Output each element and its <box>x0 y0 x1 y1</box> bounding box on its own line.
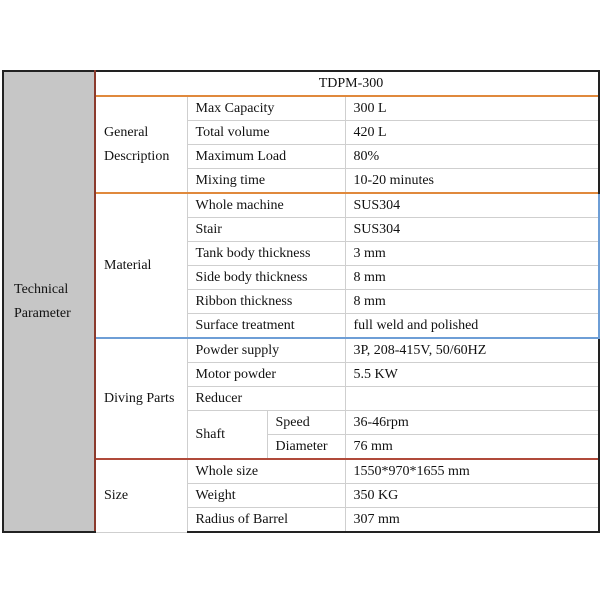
row-value: SUS304 <box>345 193 599 218</box>
row-value: 3 mm <box>345 242 599 266</box>
row-value: 3P, 208-415V, 50/60HZ <box>345 338 599 363</box>
row-value: 80% <box>345 145 599 169</box>
row-label: Ribbon thickness <box>187 290 345 314</box>
row-value: 350 KG <box>345 484 599 508</box>
group-general-description: General Description <box>95 96 187 193</box>
row-value: 10-20 minutes <box>345 169 599 194</box>
row-value: 36-46rpm <box>345 411 599 435</box>
shaft-label: Shaft <box>187 411 267 460</box>
row-value: 76 mm <box>345 435 599 460</box>
row-label: Powder supply <box>187 338 345 363</box>
row-value: 307 mm <box>345 508 599 533</box>
row-label: Reducer <box>187 387 345 411</box>
technical-parameter-label: Technical Parameter <box>3 71 95 532</box>
row-label: Tank body thickness <box>187 242 345 266</box>
row-value: SUS304 <box>345 218 599 242</box>
row-label: Whole size <box>187 459 345 484</box>
row-value: 1550*970*1655 mm <box>345 459 599 484</box>
group-material: Material <box>95 193 187 338</box>
row-label: Mixing time <box>187 169 345 194</box>
shaft-sub-label: Speed <box>267 411 345 435</box>
shaft-sub-label: Diameter <box>267 435 345 460</box>
row-value: full weld and polished <box>345 314 599 339</box>
row-label: Stair <box>187 218 345 242</box>
technical-parameter-table <box>2 70 600 533</box>
group-diving-parts: Diving Parts <box>95 338 187 459</box>
model-row <box>3 71 599 96</box>
row-label: Max Capacity <box>187 96 345 121</box>
row-label: Side body thickness <box>187 266 345 290</box>
row-label: Total volume <box>187 121 345 145</box>
model-title: TDPM-300 <box>95 71 599 96</box>
row-value: 8 mm <box>345 266 599 290</box>
group-size: Size <box>95 459 187 532</box>
row-label: Motor powder <box>187 363 345 387</box>
row-label: Radius of Barrel <box>187 508 345 533</box>
row-value: 300 L <box>345 96 599 121</box>
row-label: Weight <box>187 484 345 508</box>
spec-sheet <box>2 70 598 530</box>
row-value: 420 L <box>345 121 599 145</box>
row-value: 8 mm <box>345 290 599 314</box>
row-label: Maximum Load <box>187 145 345 169</box>
row-label: Surface treatment <box>187 314 345 339</box>
row-value <box>345 387 599 411</box>
row-label: Whole machine <box>187 193 345 218</box>
row-value: 5.5 KW <box>345 363 599 387</box>
